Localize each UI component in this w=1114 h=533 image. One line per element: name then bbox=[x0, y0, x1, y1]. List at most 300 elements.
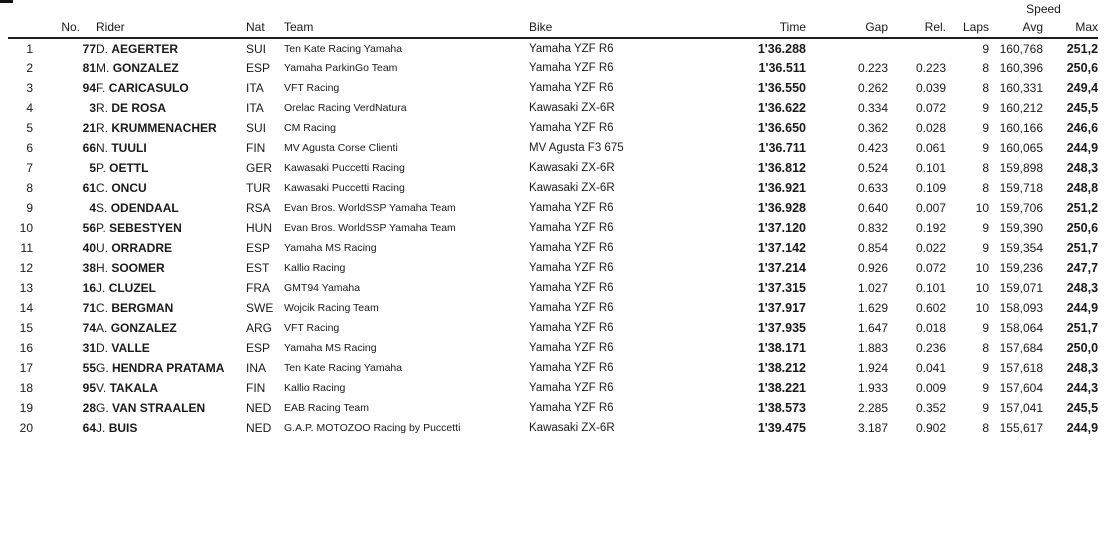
rider-number-cell: 94 bbox=[82, 81, 96, 95]
rider-initial: U. bbox=[96, 241, 108, 255]
position-cell: 16 bbox=[19, 341, 33, 355]
team-cell: Kawasaki Puccetti Racing bbox=[284, 162, 405, 174]
rider-initial: J. bbox=[96, 421, 106, 435]
table-row bbox=[8, 338, 1098, 358]
rider-name-cell bbox=[96, 98, 246, 118]
relative-gap-cell: 0.109 bbox=[915, 181, 946, 195]
team-cell: MV Agusta Corse Clienti bbox=[284, 142, 398, 154]
avg-speed-cell: 157,041 bbox=[999, 401, 1043, 415]
bike-cell: Yamaha YZF R6 bbox=[529, 42, 614, 55]
table-row bbox=[8, 118, 1098, 138]
rider-name-cell bbox=[96, 418, 246, 438]
laps-cell: 10 bbox=[975, 201, 989, 215]
laps-cell: 10 bbox=[975, 261, 989, 275]
nationality-cell: ESP bbox=[246, 61, 271, 75]
position-cell: 8 bbox=[26, 181, 33, 195]
nationality-cell: ESP bbox=[246, 241, 271, 255]
max-speed-cell: 251,2 bbox=[1066, 201, 1099, 215]
nationality-cell: SUI bbox=[246, 121, 267, 135]
gap-cell bbox=[806, 38, 888, 58]
rider-initial: A. bbox=[96, 321, 108, 335]
col-header-gap: Gap bbox=[806, 16, 888, 38]
gap-cell: 0.640 bbox=[857, 201, 888, 215]
max-speed-cell: 247,7 bbox=[1066, 261, 1099, 275]
rider-initial: V. bbox=[96, 381, 107, 395]
table-row bbox=[8, 278, 1098, 298]
rider-initial: F. bbox=[96, 81, 106, 95]
laps-cell: 8 bbox=[982, 421, 989, 435]
gap-cell: 1.883 bbox=[857, 341, 888, 355]
position-cell: 11 bbox=[20, 241, 33, 255]
rider-last-name: GONZALEZ bbox=[112, 61, 179, 75]
rider-initial: D. bbox=[96, 41, 108, 56]
avg-speed-cell: 159,236 bbox=[999, 261, 1043, 275]
max-speed-cell: 244,9 bbox=[1066, 421, 1099, 435]
team-cell: EAB Racing Team bbox=[284, 402, 370, 414]
max-speed-cell: 244,3 bbox=[1066, 381, 1099, 395]
team-cell: GMT94 Yamaha bbox=[284, 282, 361, 294]
position-cell: 19 bbox=[19, 401, 33, 415]
gap-cell: 2.285 bbox=[857, 401, 888, 415]
table-row bbox=[8, 358, 1098, 378]
lap-time-cell: 1'37.142 bbox=[757, 241, 806, 255]
rider-number-cell: 28 bbox=[82, 401, 96, 415]
rider-initial: N. bbox=[96, 141, 108, 155]
results-sheet bbox=[8, 2, 1098, 438]
laps-cell: 9 bbox=[982, 401, 989, 415]
gap-cell: 0.334 bbox=[857, 101, 888, 115]
rider-last-name: ODENDAAL bbox=[110, 201, 179, 215]
rider-last-name: TAKALA bbox=[109, 381, 159, 395]
lap-time-cell: 1'37.214 bbox=[757, 261, 806, 275]
bike-cell: Kawasaki ZX-6R bbox=[529, 102, 615, 114]
rider-last-name: ONCU bbox=[111, 181, 147, 195]
team-cell: Evan Bros. WorldSSP Yamaha Team bbox=[284, 222, 456, 234]
table-row bbox=[8, 58, 1098, 78]
nationality-cell: SWE bbox=[246, 301, 274, 315]
gap-cell: 0.362 bbox=[857, 121, 888, 135]
rider-name-cell bbox=[96, 118, 246, 138]
rider-name-cell bbox=[96, 258, 246, 278]
bike-cell: Yamaha YZF R6 bbox=[529, 362, 614, 374]
bike-cell: Yamaha YZF R6 bbox=[529, 342, 614, 354]
rider-last-name: OETTL bbox=[109, 161, 149, 175]
lap-time-cell: 1'37.935 bbox=[757, 321, 806, 335]
rider-initial: C. bbox=[96, 301, 108, 315]
col-header-rider: Rider bbox=[96, 16, 246, 38]
max-speed-cell: 250,6 bbox=[1066, 221, 1099, 235]
relative-gap-cell: 0.061 bbox=[915, 141, 946, 155]
team-cell: Ten Kate Racing Yamaha bbox=[284, 362, 403, 374]
table-row bbox=[8, 318, 1098, 338]
lap-time-cell: 1'38.573 bbox=[757, 401, 806, 415]
table-row bbox=[8, 38, 1098, 58]
lap-time-cell: 1'38.171 bbox=[757, 341, 806, 355]
rider-initial: S. bbox=[96, 201, 108, 215]
bike-cell: Yamaha YZF R6 bbox=[529, 222, 614, 234]
nationality-cell: FIN bbox=[246, 141, 266, 155]
lap-time-cell: 1'36.711 bbox=[758, 141, 806, 155]
rider-number-cell: 21 bbox=[82, 121, 96, 135]
gap-cell: 3.187 bbox=[857, 421, 888, 435]
relative-gap-cell: 0.072 bbox=[915, 261, 946, 275]
rider-last-name: VAN STRAALEN bbox=[112, 401, 206, 415]
bike-cell: Yamaha YZF R6 bbox=[529, 282, 614, 294]
rider-name-cell bbox=[96, 38, 246, 58]
rider-number-cell: 5 bbox=[89, 161, 96, 175]
bike-cell: Yamaha YZF R6 bbox=[529, 202, 614, 214]
team-cell: Wojcik Racing Team bbox=[284, 302, 379, 314]
speed-group-label: Speed bbox=[1026, 2, 1061, 16]
rider-last-name: KRUMMENACHER bbox=[111, 121, 217, 135]
gap-cell: 0.926 bbox=[857, 261, 888, 275]
relative-gap-cell: 0.192 bbox=[915, 221, 946, 235]
laps-cell: 8 bbox=[982, 181, 989, 195]
position-cell: 5 bbox=[26, 121, 33, 135]
team-cell: VFT Racing bbox=[284, 322, 340, 334]
position-cell: 20 bbox=[19, 421, 33, 435]
max-speed-cell: 248,3 bbox=[1066, 281, 1099, 295]
position-cell: 2 bbox=[26, 61, 33, 75]
table-row bbox=[8, 78, 1098, 98]
laps-cell: 9 bbox=[982, 241, 989, 255]
avg-speed-cell: 160,768 bbox=[999, 41, 1043, 56]
team-cell: Kallio Racing bbox=[284, 382, 346, 394]
table-row bbox=[8, 298, 1098, 318]
team-cell: Kallio Racing bbox=[284, 262, 346, 274]
position-cell: 4 bbox=[26, 101, 33, 115]
rider-number-cell: 38 bbox=[82, 261, 96, 275]
relative-gap-cell: 0.028 bbox=[915, 121, 946, 135]
rider-last-name: HENDRA PRATAMA bbox=[112, 361, 225, 375]
nationality-cell: TUR bbox=[246, 181, 271, 195]
laps-cell: 9 bbox=[982, 121, 989, 135]
rider-last-name: CLUZEL bbox=[108, 281, 157, 295]
team-cell: Evan Bros. WorldSSP Yamaha Team bbox=[284, 202, 456, 214]
avg-speed-cell: 155,617 bbox=[999, 421, 1043, 435]
position-cell: 3 bbox=[26, 81, 33, 95]
max-speed-cell: 251,7 bbox=[1066, 241, 1099, 255]
lap-time-cell: 1'37.917 bbox=[757, 301, 806, 315]
position-cell: 13 bbox=[19, 281, 33, 295]
rider-number-cell: 56 bbox=[82, 221, 96, 235]
laps-cell: 9 bbox=[982, 141, 989, 155]
table-row bbox=[8, 418, 1098, 438]
nationality-cell: FIN bbox=[246, 381, 266, 395]
rider-name-cell bbox=[96, 238, 246, 258]
avg-speed-cell: 160,166 bbox=[999, 121, 1043, 135]
max-speed-cell: 244,9 bbox=[1066, 141, 1099, 155]
laps-cell: 9 bbox=[982, 101, 989, 115]
relative-gap-cell: 0.018 bbox=[915, 321, 946, 335]
bike-cell: Yamaha YZF R6 bbox=[529, 402, 614, 414]
column-header-row bbox=[8, 16, 1098, 38]
lap-time-cell: 1'36.622 bbox=[757, 101, 806, 115]
laps-cell: 8 bbox=[982, 341, 989, 355]
nationality-cell: SUI bbox=[246, 41, 267, 56]
col-header-number: No. bbox=[33, 16, 96, 38]
bike-cell: Yamaha YZF R6 bbox=[529, 82, 614, 94]
table-row bbox=[8, 98, 1098, 118]
relative-gap-cell: 0.602 bbox=[915, 301, 946, 315]
avg-speed-cell: 158,093 bbox=[999, 301, 1043, 315]
rider-name-cell bbox=[96, 338, 246, 358]
rider-last-name: BUIS bbox=[108, 421, 138, 435]
max-speed-cell: 250,0 bbox=[1066, 341, 1099, 355]
rider-name-cell bbox=[96, 78, 246, 98]
avg-speed-cell: 159,071 bbox=[999, 281, 1043, 295]
team-cell: VFT Racing bbox=[284, 82, 340, 94]
relative-gap-cell: 0.007 bbox=[915, 201, 946, 215]
table-row bbox=[8, 218, 1098, 238]
avg-speed-cell: 159,390 bbox=[999, 221, 1043, 235]
relative-gap-cell: 0.352 bbox=[915, 401, 946, 415]
lap-time-cell: 1'36.812 bbox=[757, 161, 806, 175]
avg-speed-cell: 160,065 bbox=[999, 141, 1043, 155]
rider-initial: G. bbox=[96, 401, 109, 415]
rider-number-cell: 4 bbox=[89, 201, 96, 215]
col-header-laps: Laps bbox=[946, 16, 989, 38]
col-header-bike: Bike bbox=[529, 16, 694, 38]
relative-gap-cell: 0.041 bbox=[915, 361, 946, 375]
laps-cell: 9 bbox=[982, 41, 989, 56]
team-cell: CM Racing bbox=[284, 122, 336, 134]
bike-cell: MV Agusta F3 675 bbox=[529, 142, 624, 154]
rider-initial: P. bbox=[96, 221, 106, 235]
rider-initial: R. bbox=[96, 101, 108, 115]
team-cell: Ten Kate Racing Yamaha bbox=[284, 42, 403, 55]
position-cell: 9 bbox=[26, 201, 33, 215]
rider-last-name: AEGERTER bbox=[111, 41, 179, 56]
rider-initial: R. bbox=[96, 121, 108, 135]
rider-name-cell bbox=[96, 58, 246, 78]
rider-number-cell: 31 bbox=[82, 341, 96, 355]
laps-cell: 9 bbox=[982, 381, 989, 395]
lap-time-cell: 1'37.315 bbox=[757, 281, 806, 295]
max-speed-cell: 244,9 bbox=[1066, 301, 1099, 315]
relative-gap-cell: 0.236 bbox=[915, 341, 946, 355]
lap-time-cell: 1'36.650 bbox=[757, 121, 806, 135]
avg-speed-cell: 160,331 bbox=[999, 81, 1043, 95]
lap-time-cell: 1'36.928 bbox=[757, 201, 806, 215]
rider-last-name: GONZALEZ bbox=[110, 321, 177, 335]
rider-last-name: TUULI bbox=[111, 141, 147, 155]
laps-cell: 8 bbox=[982, 161, 989, 175]
max-speed-cell: 245,5 bbox=[1066, 101, 1099, 115]
position-cell: 17 bbox=[19, 361, 33, 375]
rider-name-cell bbox=[96, 158, 246, 178]
nationality-cell: RSA bbox=[246, 201, 271, 215]
position-cell: 12 bbox=[19, 261, 33, 275]
nationality-cell: FRA bbox=[246, 281, 270, 295]
bike-cell: Yamaha YZF R6 bbox=[529, 122, 614, 134]
relative-gap-cell: 0.039 bbox=[915, 81, 946, 95]
rider-number-cell: 66 bbox=[82, 141, 96, 155]
nationality-cell: NED bbox=[246, 421, 272, 435]
rider-last-name: DE ROSA bbox=[111, 101, 167, 115]
rider-number-cell: 40 bbox=[82, 241, 96, 255]
table-body bbox=[8, 38, 1098, 438]
table-row bbox=[8, 378, 1098, 398]
avg-speed-cell: 157,604 bbox=[999, 381, 1043, 395]
rider-initial: J. bbox=[96, 281, 106, 295]
rider-name-cell bbox=[96, 278, 246, 298]
gap-cell: 1.933 bbox=[857, 381, 888, 395]
rider-number-cell: 81 bbox=[82, 61, 96, 75]
team-cell: G.A.P. MOTOZOO Racing by Puccetti bbox=[284, 422, 461, 434]
max-speed-cell: 251,2 bbox=[1066, 41, 1099, 56]
gap-cell: 1.629 bbox=[857, 301, 888, 315]
rider-number-cell: 64 bbox=[82, 421, 96, 435]
max-speed-cell: 248,8 bbox=[1066, 181, 1099, 195]
rider-last-name: SEBESTYEN bbox=[109, 221, 182, 235]
position-cell: 10 bbox=[19, 221, 33, 235]
laps-cell: 9 bbox=[982, 321, 989, 335]
rider-name-cell bbox=[96, 178, 246, 198]
team-cell: Kawasaki Puccetti Racing bbox=[284, 182, 405, 194]
team-cell: Yamaha MS Racing bbox=[284, 242, 377, 254]
table-row bbox=[8, 158, 1098, 178]
table-row bbox=[8, 178, 1098, 198]
lap-time-cell: 1'36.921 bbox=[757, 181, 806, 195]
relative-gap-cell: 0.101 bbox=[915, 161, 946, 175]
rider-number-cell: 3 bbox=[89, 101, 96, 115]
table-row bbox=[8, 238, 1098, 258]
rider-last-name: SOOMER bbox=[111, 261, 165, 275]
laps-cell: 10 bbox=[975, 281, 989, 295]
lap-time-cell: 1'37.120 bbox=[757, 221, 806, 235]
gap-cell: 0.854 bbox=[857, 241, 888, 255]
table-row bbox=[8, 138, 1098, 158]
bike-cell: Yamaha YZF R6 bbox=[529, 302, 614, 314]
team-cell: Orelac Racing VerdNatura bbox=[284, 102, 407, 114]
lap-time-cell: 1'39.475 bbox=[757, 421, 806, 435]
nationality-cell: NED bbox=[246, 401, 272, 415]
position-cell: 7 bbox=[26, 161, 33, 175]
rider-name-cell bbox=[96, 198, 246, 218]
rider-initial: D. bbox=[96, 341, 108, 355]
rider-initial: G. bbox=[96, 361, 109, 375]
bike-cell: Yamaha YZF R6 bbox=[529, 322, 614, 334]
bike-cell: Yamaha YZF R6 bbox=[529, 262, 614, 274]
relative-gap-cell: 0.223 bbox=[915, 61, 946, 75]
gap-cell: 1.924 bbox=[857, 361, 888, 375]
rider-last-name: BERGMAN bbox=[111, 301, 174, 315]
avg-speed-cell: 158,064 bbox=[999, 321, 1043, 335]
relative-gap-cell: 0.101 bbox=[915, 281, 946, 295]
team-cell: Yamaha ParkinGo Team bbox=[284, 62, 398, 74]
team-cell: Yamaha MS Racing bbox=[284, 342, 377, 354]
laps-cell: 8 bbox=[982, 61, 989, 75]
relative-gap-cell: 0.072 bbox=[915, 101, 946, 115]
laps-cell: 9 bbox=[982, 361, 989, 375]
nationality-cell: EST bbox=[246, 261, 270, 275]
rider-number-cell: 61 bbox=[82, 181, 96, 195]
col-header-time: Time bbox=[694, 16, 806, 38]
lap-time-cell: 1'36.511 bbox=[758, 61, 806, 75]
lap-time-cell: 1'36.550 bbox=[757, 81, 806, 95]
gap-cell: 0.262 bbox=[857, 81, 888, 95]
bike-cell: Yamaha YZF R6 bbox=[529, 242, 614, 254]
relative-gap-cell: 0.009 bbox=[915, 381, 946, 395]
avg-speed-cell: 159,898 bbox=[999, 161, 1043, 175]
gap-cell: 0.832 bbox=[857, 221, 888, 235]
position-cell: 1 bbox=[26, 41, 33, 56]
rider-name-cell bbox=[96, 318, 246, 338]
avg-speed-cell: 160,212 bbox=[999, 101, 1043, 115]
nationality-cell: GER bbox=[246, 161, 273, 175]
gap-cell: 0.223 bbox=[857, 61, 888, 75]
bike-cell: Kawasaki ZX-6R bbox=[529, 422, 615, 434]
speed-group-row bbox=[8, 2, 1098, 16]
relative-gap-cell: 0.902 bbox=[915, 421, 946, 435]
rider-name-cell bbox=[96, 378, 246, 398]
rider-initial: C. bbox=[96, 181, 108, 195]
rider-number-cell: 16 bbox=[82, 281, 96, 295]
rider-name-cell bbox=[96, 298, 246, 318]
col-header-max-speed: Max bbox=[1043, 16, 1098, 38]
avg-speed-cell: 157,618 bbox=[999, 361, 1043, 375]
laps-cell: 8 bbox=[982, 81, 989, 95]
max-speed-cell: 248,3 bbox=[1066, 361, 1099, 375]
relative-gap-cell: 0.022 bbox=[915, 241, 946, 255]
col-header-avg-speed: Avg bbox=[989, 16, 1043, 38]
nationality-cell: ESP bbox=[246, 341, 271, 355]
table-header bbox=[8, 2, 1098, 38]
bike-cell: Yamaha YZF R6 bbox=[529, 62, 614, 74]
table-row bbox=[8, 258, 1098, 278]
rider-number-cell: 74 bbox=[82, 321, 96, 335]
max-speed-cell: 248,3 bbox=[1066, 161, 1099, 175]
col-header-nat: Nat bbox=[246, 16, 284, 38]
table-row bbox=[8, 398, 1098, 418]
rider-number-cell: 95 bbox=[82, 381, 96, 395]
nationality-cell: HUN bbox=[246, 221, 272, 235]
nationality-cell: ITA bbox=[246, 101, 264, 115]
max-speed-cell: 249,4 bbox=[1066, 81, 1099, 95]
max-speed-cell: 250,6 bbox=[1066, 61, 1099, 75]
lap-time-cell: 1'36.288 bbox=[757, 41, 806, 56]
avg-speed-cell: 160,396 bbox=[999, 61, 1043, 75]
col-header-rel: Rel. bbox=[888, 16, 946, 38]
gap-cell: 1.647 bbox=[857, 321, 888, 335]
rider-initial: P. bbox=[96, 161, 106, 175]
bike-cell: Yamaha YZF R6 bbox=[529, 382, 614, 394]
avg-speed-cell: 159,718 bbox=[999, 181, 1043, 195]
gap-cell: 0.524 bbox=[857, 161, 888, 175]
avg-speed-cell: 159,354 bbox=[999, 241, 1043, 255]
position-cell: 18 bbox=[19, 381, 33, 395]
rider-last-name: ORRADRE bbox=[111, 241, 173, 255]
rider-name-cell bbox=[96, 358, 246, 378]
max-speed-cell: 245,5 bbox=[1066, 401, 1099, 415]
rider-number-cell: 55 bbox=[82, 361, 96, 375]
col-header-team: Team bbox=[284, 16, 529, 38]
results-table bbox=[8, 2, 1098, 438]
rider-initial: M. bbox=[96, 61, 110, 75]
nationality-cell: INA bbox=[246, 361, 267, 375]
avg-speed-cell: 157,684 bbox=[999, 341, 1043, 355]
position-cell: 14 bbox=[19, 301, 33, 315]
rider-name-cell bbox=[96, 218, 246, 238]
col-header-position bbox=[8, 16, 33, 38]
avg-speed-cell: 159,706 bbox=[999, 201, 1043, 215]
lap-time-cell: 1'38.221 bbox=[757, 381, 806, 395]
nationality-cell: ARG bbox=[246, 321, 273, 335]
table-row bbox=[8, 198, 1098, 218]
rider-initial: H. bbox=[96, 261, 108, 275]
rider-name-cell bbox=[96, 398, 246, 418]
